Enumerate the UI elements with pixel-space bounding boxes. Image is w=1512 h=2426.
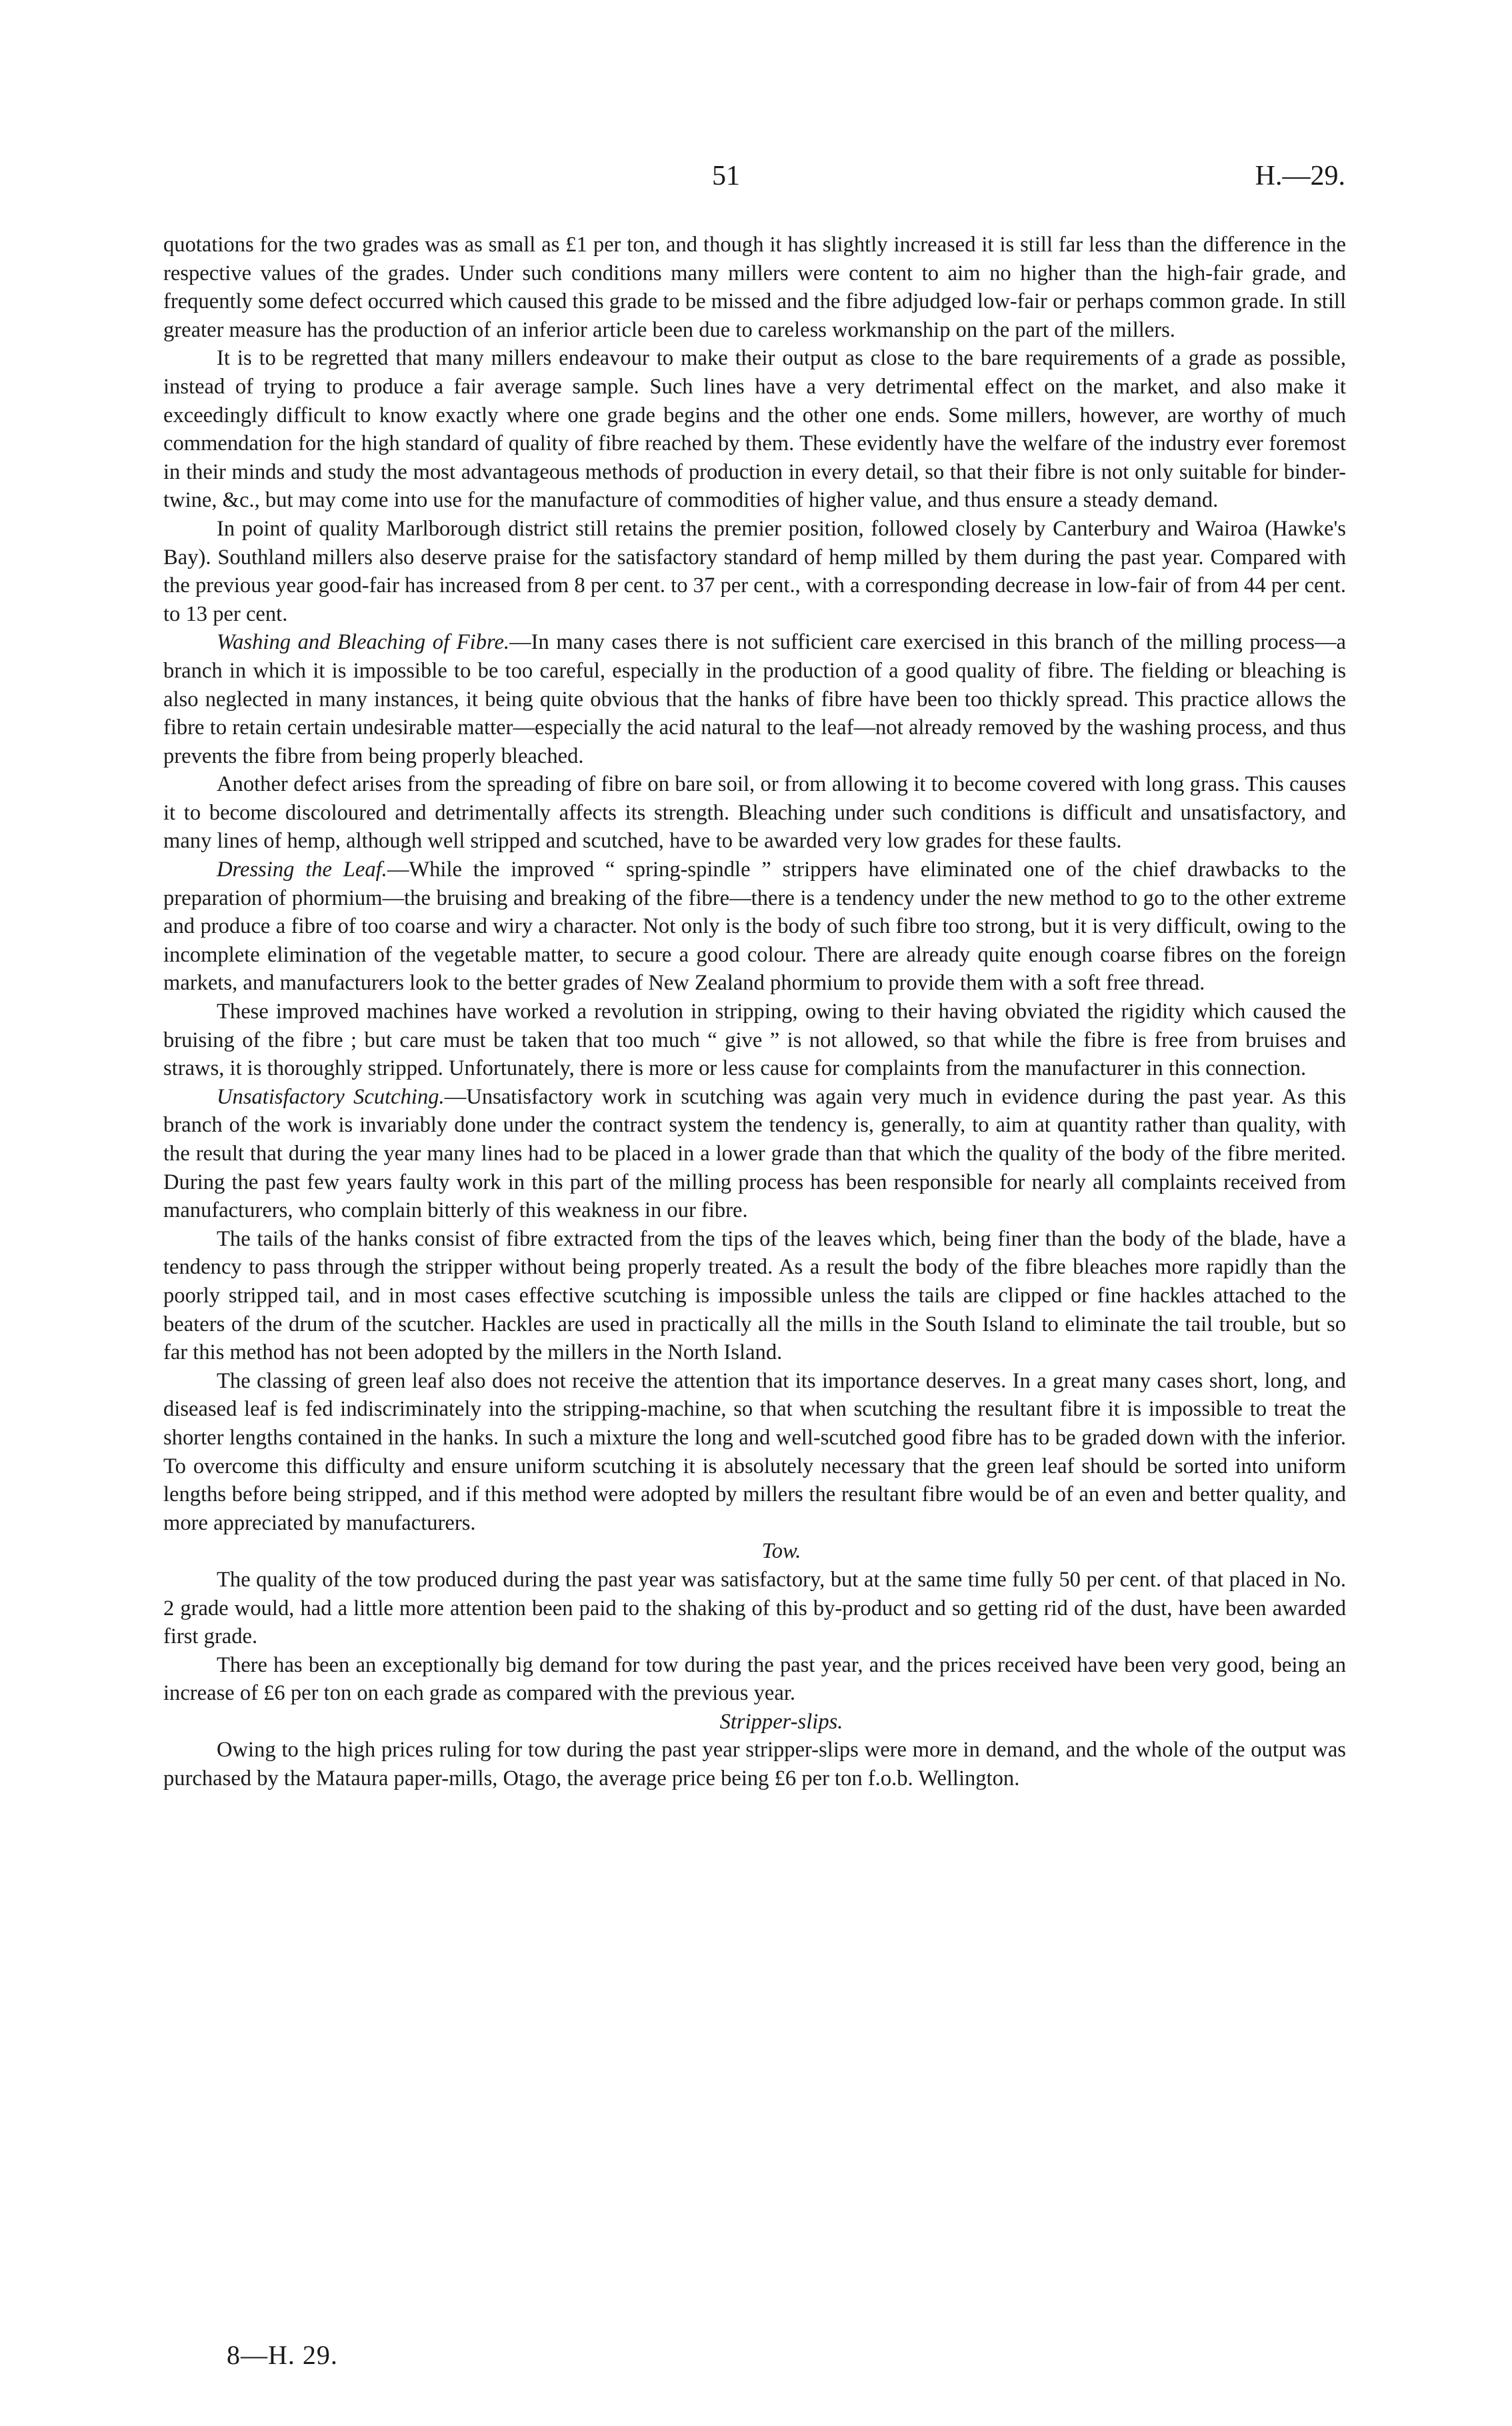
paragraph-text: —In many cases there is not sufficient care exercised in this branch of the milling process—a branch in which it is impossible to be too careful, especially in the production of a good quality of fibre. The fielding or bleaching is also neglected in many instances, it being quite obvious that the hanks of fibre have been too thickly spread. This practice allows the fibre to retain certain undesirable matter—especially the acid natural to the leaf—not already removed by the washing process, and thus prevents the fibre from being properly bleached. — [163, 630, 1346, 768]
paragraph: The tails of the hanks consist of fibre extracted from the tips of the leaves which, being finer than the body of the blade, have a tendency to pass through the stripper without being properly treated. As a result the body of the fibre bleaches more rapidly than the poorly stripped tail, and in most cases effective scutching is impossible unless the tails are clipped or fine hackles attached to the beaters of the drum of the scutcher. Hackles are used in practically all the mills in the South Island to eliminate the tail trouble, but so far this method has not been adopted by the millers in the North Island. — [163, 1226, 1346, 1365]
paragraph: There has been an exceptionally big demand for tow during the past year, and the prices received have been very good, being an increase of £6 per ton on each grade as compared with the previous year. — [163, 1652, 1346, 1706]
paragraph: The classing of green leaf also does not receive the attention that its importance deserves. In a great many cases short, long, and diseased leaf is fed indiscriminately into the stripping-machine, so that when scutching the resultant fibre it is impossible to treat the shorter lengths contained in the hanks. In such a mixture the long and well-scutched good fibre has to be graded down with the inferior. To overcome this difficulty and ensure uniform scutching it is absolutely necessary that the green leaf should be sorted into uniform lengths before being stripped, and if this method were adopted by millers the resultant fibre would be of an even and better quality, and more appreciated by manufacturers. — [163, 1368, 1346, 1535]
body-text — [163, 231, 1346, 1793]
paragraph: In point of quality Marlborough district still retains the premier position, followed closely by Canterbury and Wairoa (Hawke's Bay). Southland millers also deserve praise for the satisfactory standard of hemp milled by them during the past year. Compared with the previous year good-fair has increased from 8 per cent. to 37 per cent., with a corresponding decrease in low-fair of from 44 per cent. to 13 per cent. — [163, 516, 1346, 626]
paragraph-unsatisfactory-scutching — [163, 1083, 1346, 1225]
paragraph: Another defect arises from the spreading of fibre on bare soil, or from allowing it to become covered with long grass. This causes it to become discoloured and detrimentally affects its strength. Bleaching under such conditions is difficult and unsatisfactory, and many lines of hemp, although well stripped and scutched, have to be awarded very low grades for these faults. — [163, 772, 1346, 854]
paragraph: quotations for the two grades was as small as £1 per ton, and though it has slightly increased it is still far less than the difference in the respective values of the grades. Under such conditions many millers were content to aim no higher than the high-fair grade, and frequently some defect occurred which caused this grade to be missed and the fibre adjudged low-fair or perhaps common grade. In still greater measure has the production of an inferior article been due to careless workmanship on the part of the millers. — [163, 233, 1346, 342]
paragraph: These improved machines have worked a revolution in stripping, owing to their having obviated the rigidity which caused the bruising of the fibre ; but care must be taken that too much “ give ” is not allowed, so that while the fibre is free from bruises and straws, it is thoroughly stripped. Unfortunately, there is more or less cause for complaints from the manufacturer in this connection. — [163, 1000, 1346, 1081]
subheading-dressing-leaf: Dressing the Leaf. — [217, 858, 387, 882]
paragraph-dressing-leaf — [163, 856, 1346, 998]
subheading-washing-bleaching: Washing and Bleaching of Fibre. — [217, 630, 510, 655]
document-reference: H.—29. — [1255, 161, 1345, 191]
paragraph: The quality of the tow produced during the past year was satisfactory, but at the same time fully 50 per cent. of that placed in No. 2 grade would, had a little more attention been paid to the shaking of this by-product and so getting rid of the dust, have been awarded first grade. — [163, 1567, 1346, 1649]
subheading-unsatisfactory-scutching: Unsatisfactory Scutching. — [217, 1084, 445, 1109]
paragraph-text: —Unsatisfactory work in scutching was again very much in evidence during the past year. As this branch of the work is invariably done under the contract system the tendency is, generally, to aim at quantity rather than quality, with the result that during the year many lines had to be placed in a lower grade than that which the quality of the body of the fibre merited. During the past few years faulty work in this part of the milling process has been responsible for nearly all complaints received from manufacturers, who complain bitterly of this weakness in our fibre. — [163, 1084, 1346, 1223]
footer-signature: 8—H. 29. — [227, 2340, 338, 2370]
section-heading-stripper-slips: Stripper-slips. — [719, 1709, 843, 1734]
paragraph-text: —While the improved “ spring-spindle ” strippers have eliminated one of the chief drawbacks to the preparation of phormium—the bruising and breaking of the fibre—there is a tendency under the new method to go to the other extreme and produce a fibre of too coarse and wiry a character. Not only is the body of such fibre too strong, but it is very difficult, owing to the incomplete elimination of the vegetable matter, to secure a good colour. There are already quite enough coarse fibres on the foreign markets, and manufacturers look to the better grades of New Zealand phormium to provide them with a soft free thread. — [163, 858, 1346, 996]
paragraph: Owing to the high prices ruling for tow during the past year stripper-slips were more in demand, and the whole of the output was purchased by the Mataura paper-mills, Otago, the average price being £6 per ton f.o.b. Wellington. — [163, 1738, 1346, 1791]
page-number: 51 — [712, 161, 740, 191]
paragraph: It is to be regretted that many millers endeavour to make their output as close to the bare requirements of a grade as possible, instead of trying to produce a fair average sample. Such lines have a very detrimental effect on the market, and also make it exceedingly difficult to know exactly where one grade begins and the other one ends. Some millers, however, are worthy of much commendation for the high standard of quality of fibre reached by them. These evidently have the welfare of the industry ever foremost in their minds and study the most advantageous methods of production in every detail, so that their fibre is not only suitable for binder-twine, &c., but may come into use for the manufacture of commodities of higher value, and thus ensure a steady demand. — [163, 346, 1346, 513]
section-heading-tow: Tow. — [761, 1539, 801, 1564]
paragraph-washing-bleaching — [163, 628, 1346, 770]
